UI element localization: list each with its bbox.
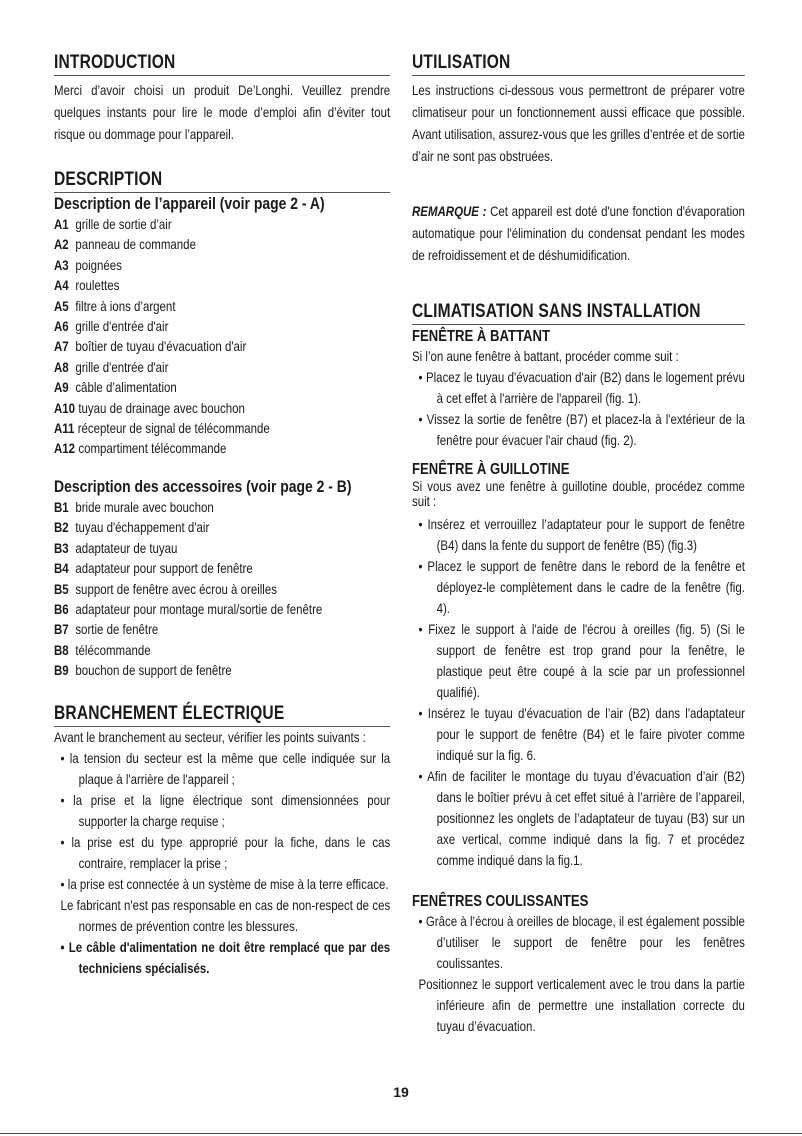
bullet-item: Positionnez le support verticalement avec le trou dans la partie inférieure afin de permettre une installation correcte du tuyau d’évacuation. bbox=[418, 976, 745, 1034]
list-item bbox=[54, 517, 390, 537]
electrical-connection-heading: BRANCHEMENT ÉLECTRIQUE bbox=[54, 703, 390, 727]
list-item bbox=[54, 255, 390, 275]
item-label: tuyau de drainage avec bouchon bbox=[78, 399, 245, 416]
item-code: B6 bbox=[54, 600, 69, 617]
item-label: poignées bbox=[75, 256, 122, 273]
item-label: adaptateur de tuyau bbox=[75, 539, 178, 556]
introduction-heading: INTRODUCTION bbox=[54, 52, 390, 76]
bullet-item: • Placez le support de fenêtre dans le rebord de la fenêtre et déployez-le complètement dans le cadre de la fenêtre (fig. 4). bbox=[418, 558, 745, 616]
list-item bbox=[54, 538, 390, 558]
portable-cooling-heading: CLIMATISATION SANS INSTALLATION bbox=[412, 301, 745, 325]
item-code: A4 bbox=[54, 277, 69, 294]
item-label: adaptateur pour montage mural/sortie de fenêtre bbox=[75, 600, 323, 617]
item-code: A11 bbox=[54, 420, 75, 437]
list-item bbox=[54, 336, 390, 356]
bullet-item: • la tension du secteur est la même que celle indiquée sur la plaque à l'arrière de l'appareil ; bbox=[60, 749, 391, 787]
note-label: REMARQUE : bbox=[412, 203, 487, 219]
list-item bbox=[54, 357, 390, 377]
sliding-window-heading: FENÊTRES COULISSANTES bbox=[412, 893, 589, 910]
item-label: filtre à ions d’argent bbox=[75, 297, 176, 314]
list-item bbox=[54, 418, 390, 438]
item-label: récepteur de signal de télécommande bbox=[77, 420, 270, 437]
casement-intro: Si l’on aune fenêtre à battant, procéder comme suit : bbox=[412, 348, 679, 364]
item-label: grille de sortie d’air bbox=[75, 216, 172, 232]
item-label: boîtier de tuyau d'évacuation d'air bbox=[75, 338, 247, 355]
item-code: B4 bbox=[54, 560, 69, 577]
item-code: A9 bbox=[54, 379, 69, 396]
sash-steps bbox=[412, 514, 745, 871]
casement-steps bbox=[412, 367, 745, 451]
list-item bbox=[54, 438, 390, 458]
bullet-item: • la prise et la ligne électrique sont dimensionnées pour supporter la charge requise ; bbox=[60, 791, 391, 829]
item-label: sortie de fenêtre bbox=[75, 621, 159, 638]
list-item bbox=[54, 660, 390, 680]
accessories-list bbox=[54, 497, 390, 681]
list-item bbox=[54, 640, 390, 660]
electrical-checklist bbox=[54, 748, 390, 937]
page-number: 19 bbox=[393, 1084, 409, 1100]
list-item bbox=[54, 296, 390, 316]
description-heading: DESCRIPTION bbox=[54, 169, 390, 193]
bullet-item: • Vissez la sortie de fenêtre (B7) et placez-la à l'extérieur de la fenêtre pour évacuer l'air chaud (fig. 2). bbox=[418, 411, 745, 448]
item-code: A2 bbox=[54, 236, 69, 253]
list-item bbox=[54, 275, 390, 295]
list-item bbox=[54, 398, 390, 418]
item-code: A10 bbox=[54, 399, 76, 416]
bullet-item: Le fabricant n'est pas responsable en cas de non-respect de ces normes de prévention contre les blessures. bbox=[60, 896, 391, 934]
item-label: roulettes bbox=[75, 277, 120, 294]
item-code: A1 bbox=[54, 216, 69, 232]
accessories-description-subheading: Description des accessoires (voir page 2 - B) bbox=[54, 476, 352, 496]
item-code: B2 bbox=[54, 519, 69, 536]
item-label: grille d'entrée d'air bbox=[75, 318, 169, 335]
item-label: télécommande bbox=[75, 641, 151, 658]
item-code: B1 bbox=[54, 498, 69, 515]
list-item bbox=[54, 497, 390, 517]
list-item bbox=[54, 558, 390, 578]
item-label: support de fenêtre avec écrou à oreilles bbox=[75, 580, 277, 597]
electrical-intro: Avant le branchement au secteur, vérifier les points suivants : bbox=[54, 728, 366, 745]
device-description-subheading: Description de l’appareil (voir page 2 - A) bbox=[54, 194, 325, 213]
usage-text: Les instructions ci-dessous vous permettront de préparer votre climatiseur pour un fonctionnement aussi efficace que possible. Avant utilisation, assurez-vous que les grilles d’entrée et de sortie d’air ne sont pas obstruées. bbox=[412, 82, 745, 164]
list-item bbox=[54, 599, 390, 619]
item-code: A6 bbox=[54, 318, 69, 335]
item-label: bouchon de support de fenêtre bbox=[75, 662, 232, 679]
list-item bbox=[54, 377, 390, 397]
casement-window-heading: FENÊTRE À BATTANT bbox=[412, 328, 550, 345]
item-code: B9 bbox=[54, 662, 69, 679]
item-label: panneau de commande bbox=[75, 236, 196, 253]
item-code: A5 bbox=[54, 297, 69, 314]
sash-window-heading: FENÊTRE À GUILLOTINE bbox=[412, 461, 570, 478]
bullet-item: • Fixez le support à l'aide de l'écrou à oreilles (fig. 5) (Si le support de fenêtre est trop grand pour la fenêtre, le plastique peut être coupé à la scie par un professionnel qualifié). bbox=[418, 621, 745, 700]
device-parts-list bbox=[54, 214, 390, 459]
item-label: câble d’alimentation bbox=[75, 379, 177, 396]
sliding-steps bbox=[412, 911, 745, 1037]
item-code: B5 bbox=[54, 580, 69, 597]
item-label: grille d'entrée d'air bbox=[75, 358, 169, 375]
item-label: compartiment télécommande bbox=[78, 440, 227, 457]
left-column bbox=[54, 52, 390, 979]
bullet-item: • Insérez et verrouillez l’adaptateur pour le support de fenêtre (B4) dans la fente du support de fenêtre (B5) (fig.3) bbox=[418, 516, 745, 553]
bullet-item: • Afin de faciliter le montage du tuyau d’évacuation d’air (B2) dans le boîtier prévu à cet effet situé à l’arrière de l’appareil, positionnez les onglets de l’adaptateur de tuyau (B3) sur un axe vertical, comme indiqué dans la fig. 7 et procédez comme indiqué dans la fig.1. bbox=[418, 768, 745, 868]
bullet-item: • la prise est du type approprié pour la fiche, dans le cas contraire, remplacer la prise ; bbox=[60, 833, 391, 871]
item-code: A8 bbox=[54, 358, 69, 375]
bullet-item: • Insérez le tuyau d'évacuation de l’air (B2) dans l'adaptateur pour le support de fenêtre (B4) et le faire pivoter comme indiqué sur la fig. 6. bbox=[418, 705, 745, 763]
right-column bbox=[412, 52, 745, 1037]
list-item bbox=[54, 579, 390, 599]
bullet-item: • la prise est connectée à un système de mise à la terre efficace. bbox=[60, 875, 389, 892]
bullet-item: • Grâce à l’écrou à oreilles de blocage, il est également possible d’utiliser le support de fenêtre pour les fenêtres coulissantes. bbox=[418, 913, 745, 971]
bullet-item: • Placez le tuyau d'évacuation d'air (B2) dans le logement prévu à cet effet à l'arrière de l'appareil (fig. 1). bbox=[418, 369, 745, 406]
introduction-text: Merci d’avoir choisi un produit De’Longhi. Veuillez prendre quelques instants pour lire le mode d’emploi afin d’éviter tout risque ou dommage pour l’appareil. bbox=[54, 82, 391, 142]
note-text: Cet appareil est doté d'une fonction d'évaporation automatique pour l'élimination du condensat pendant les modes de refroidissement et de déshumidification. bbox=[412, 203, 745, 263]
list-item bbox=[54, 214, 390, 234]
item-code: B7 bbox=[54, 621, 69, 638]
item-code: A12 bbox=[54, 440, 76, 457]
item-code: A7 bbox=[54, 338, 69, 355]
item-label: bride murale avec bouchon bbox=[75, 498, 214, 515]
list-item bbox=[54, 234, 390, 254]
note-paragraph bbox=[412, 200, 745, 266]
item-label: tuyau d'échappement d'air bbox=[75, 519, 210, 536]
item-code: B3 bbox=[54, 539, 69, 556]
list-item bbox=[54, 316, 390, 336]
power-cord-warning: • Le câble d'alimentation ne doit être remplacé que par des techniciens spécialisés. bbox=[60, 938, 391, 976]
item-label: adaptateur pour support de fenêtre bbox=[75, 560, 253, 577]
footer-rule bbox=[0, 1133, 802, 1134]
item-code: A3 bbox=[54, 256, 69, 273]
sash-intro: Si vous avez une fenêtre à guillotine double, procédez comme suit : bbox=[412, 478, 745, 509]
list-item bbox=[54, 619, 390, 639]
usage-heading: UTILISATION bbox=[412, 52, 745, 76]
item-code: B8 bbox=[54, 641, 69, 658]
